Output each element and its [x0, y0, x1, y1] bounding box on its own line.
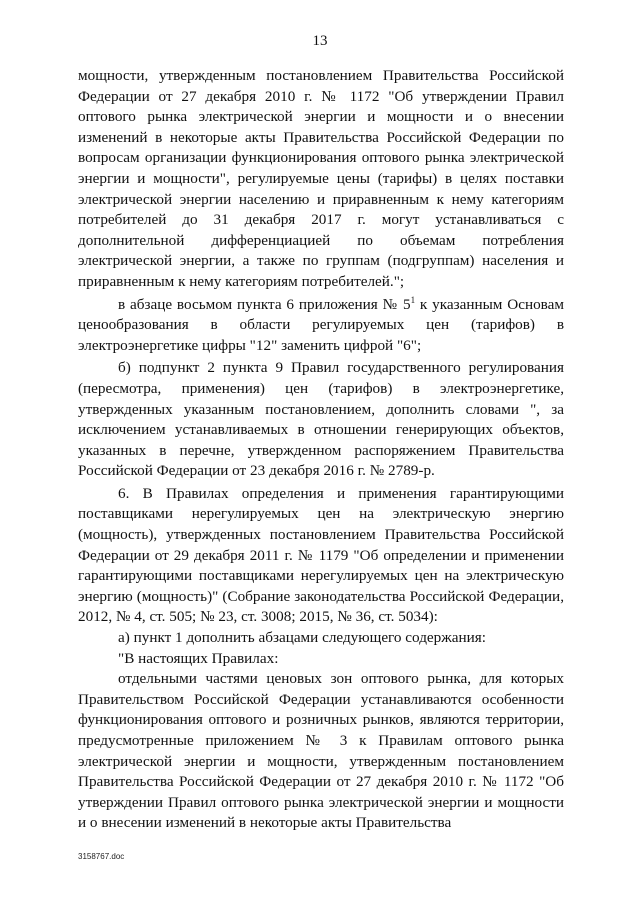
appendix-superscript: 1 — [410, 294, 416, 305]
abzac-text-after: к указанным Основам ценообразования в области регулируемых цен (тарифов) в электроэнергетике цифры "12" заменить цифрой "6"; — [78, 295, 564, 354]
document-body — [78, 66, 564, 834]
document-file-code: 3158767.doc — [78, 852, 125, 861]
paragraph-definition: отдельными частями ценовых зон оптового рынка, для которых Правительством Российской Федерации устанавливаются особенности функционирования оптового и розничных рынков, являются территории, предусмотренные приложением № 3 к Правилам оптового рынка электрической энергии и мощности, утвержденным постановлением Правительства Российской Федерации от 27 декабря 2010 г. № 1172 "Об утверждении Правил оптового рынка электрической энергии и мощности и о внесении изменений в некоторые акты Правительства — [78, 670, 564, 832]
paragraph-item-6: 6. В Правилах определения и применения гарантирующими поставщиками нерегулируемых цен на электрическую энергию (мощность), утвержденных постановлением Правительства Российской Федерации от 29 декабря 2011 г. № 1179 "Об определении и применении гарантирующими поставщиками нерегулируемых цен на электрическую энергию (мощность)" (Собрание законодательства Российской Федерации, 2012, № 4, ст. 505; № 23, ст. 3008; 2015, № 36, ст. 5034): — [78, 484, 564, 626]
paragraph-subpoint-a: а) пункт 1 дополнить абзацами следующего содержания: — [118, 629, 486, 647]
page-number: 13 — [312, 33, 328, 49]
paragraph-quote-start: "В настоящих Правилах: — [118, 649, 279, 667]
abzac-text-before: в абзаце восьмом пункта 6 приложения № 5 — [118, 295, 411, 313]
paragraph-continuation: мощности, утвержденным постановлением Правительства Российской Федерации от 27 декабря 2010 г. № 1172 "Об утверждении Правил оптового рынка электрической энергии и мощности и о внесении изменений в некоторые акты Правительства Российской Федерации по вопросам организации функционирования оптового рынка электрической энергии и мощности", регулируемые цены (тарифы) в целях поставки электрической энергии населению и приравненным к нему категориям потребителей до 31 декабря 2017 г. могут устанавливаться с дополнительной дифференциацией по объемам потребления электрической энергии, а также по группам (подгруппам) населения и приравненным к нему категориям потребителей."; — [78, 67, 564, 290]
paragraph-subpoint-b: б) подпункт 2 пункта 9 Правил государственного регулирования (пересмотра, применения) цен (тарифов) в электроэнергетике, утвержденных указанным постановлением, дополнить словами ", за исключением устанавливаемых в отношении генерирующих объектов, указанных в перечне, утвержденном распоряжением Правительства Российской Федерации от 23 декабря 2016 г. № 2789-р. — [78, 359, 564, 480]
paragraph-amendment-abzac — [78, 295, 564, 357]
